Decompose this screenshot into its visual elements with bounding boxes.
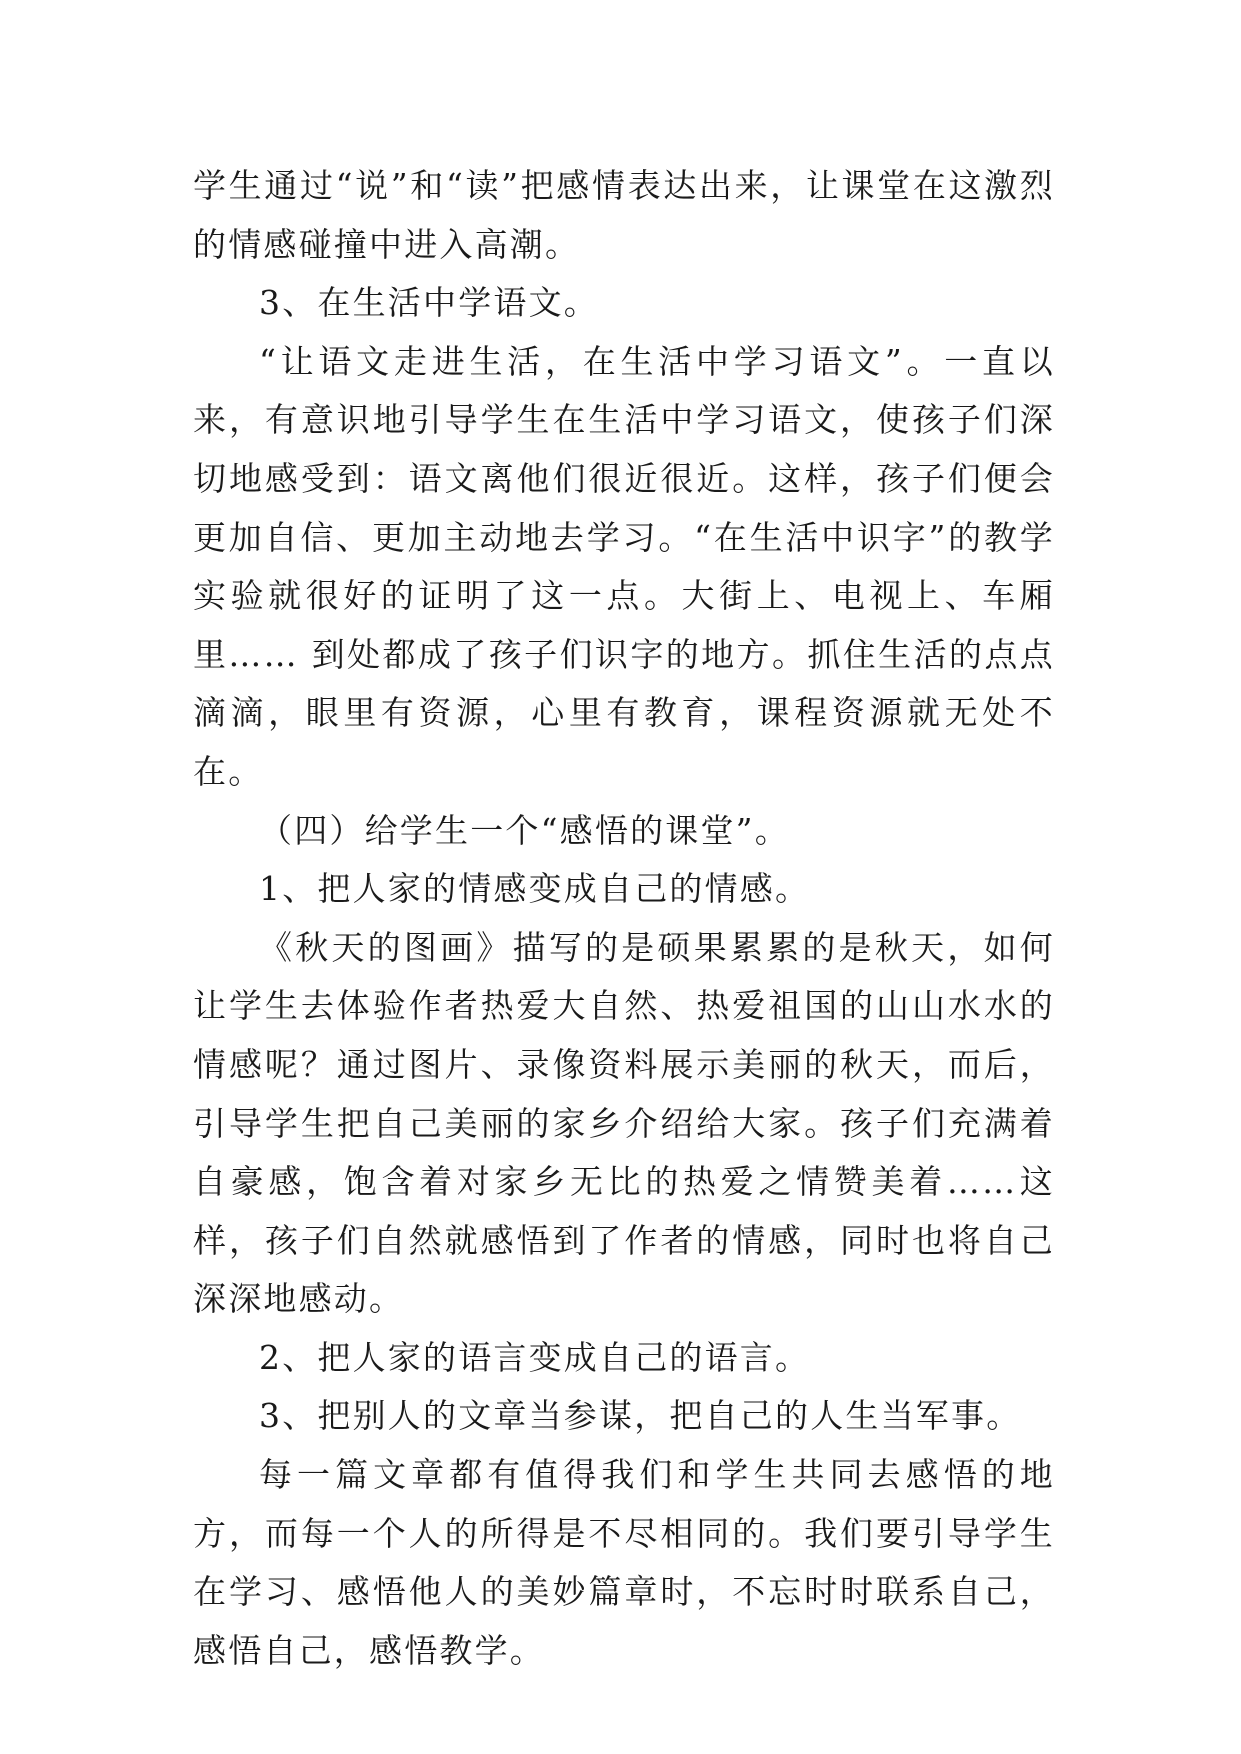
document-body <box>193 157 1055 1680</box>
paragraph-3: “让语文走进生活，在生活中学习语文”。一直以来，有意识地引导学生在生活中学习语文，使孩子们深切地感受到：语文离他们很近很近。这样，孩子们便会更加自信、更加主动地去学习。“在生活中识字”的教学实验就很好的证明了这一点。大街上、电视上、车厢里…… 到处都成了孩子们识字的地方。抓住生活的点点滴滴，眼里有资源，心里有教育，课程资源就无处不在。 <box>193 341 1055 791</box>
paragraph-9: 每一篇文章都有值得我们和学生共同去感悟的地方，而每一个人的所得是不尽相同的。我们要引导学生在学习、感悟他人的美妙篇章时，不忘时时联系自己，感悟自己，感悟教学。 <box>193 1455 1055 1670</box>
paragraph-2-heading: 3、在生活中学语文。 <box>259 283 599 323</box>
paragraph-6: 《秋天的图画》描写的是硕果累累的是秋天，如何让学生去体验作者热爱大自然、热爱祖国的山山水水的情感呢？通过图片、录像资料展示美丽的秋天，而后，引导学生把自己美丽的家乡介绍给大家。孩子们充满着自豪感，饱含着对家乡无比的热爱之情赞美着……这样，孩子们自然就感悟到了作者的情感，同时也将自己深深地感动。 <box>193 927 1055 1319</box>
paragraph-8-heading: 3、把别人的文章当参谋，把自己的人生当军事。 <box>259 1396 1022 1436</box>
paragraph-5-heading: 1、把人家的情感变成自己的情感。 <box>259 869 811 909</box>
paragraph-1: 学生通过“说”和“读”把感情表达出来，让课堂在这激烈的情感碰撞中进入高潮。 <box>193 166 1055 264</box>
paragraph-7-heading: 2、把人家的语言变成自己的语言。 <box>259 1337 811 1377</box>
paragraph-4-heading: （四）给学生一个“感悟的课堂”。 <box>259 810 790 850</box>
